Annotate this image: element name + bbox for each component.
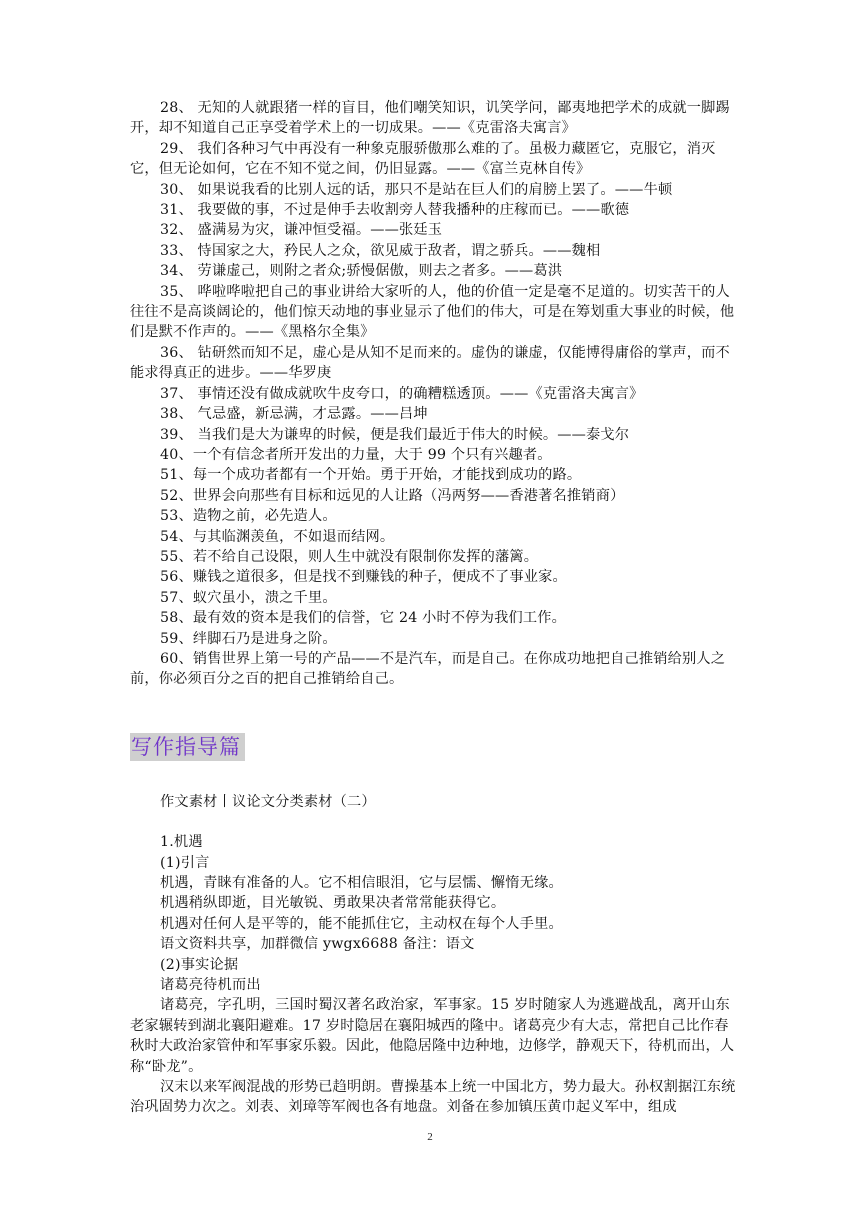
quote-56: 56、赚钱之道很多，但是找不到赚钱的种子，便成不了事业家。 bbox=[160, 569, 567, 586]
subheading-opportunity: 1.机遇 bbox=[160, 834, 203, 851]
quote-51: 51、每一个成功者都有一个开始。勇于开始，才能找到成功的路。 bbox=[160, 467, 582, 484]
section-heading-wrapper bbox=[130, 733, 736, 766]
quote-28: 28、 无知的人就跟猪一样的盲目，他们嘲笑知识，讥笑学问，鄙夷地把学术的成就一脚踢开，却不知道自己正享受着学术上的一切成果。——《克雷洛夫寓言》 bbox=[130, 100, 730, 137]
quote-54: 54、与其临渊羡鱼，不如退而结网。 bbox=[160, 528, 395, 545]
subheading-facts: (2)事实论据 bbox=[160, 956, 239, 973]
quote-39: 39、 当我们是大为谦卑的时候，便是我们最近于伟大的时候。——泰戈尔 bbox=[160, 426, 630, 443]
introduction-line-4: 语文资料共享，加群微信 ywgx6688 备注：语文 bbox=[160, 936, 475, 953]
quote-57: 57、蚁穴虽小，溃之千里。 bbox=[160, 589, 337, 606]
quote-52: 52、世界会向那些有目标和远见的人让路（冯两努——香港著名推销商） bbox=[160, 487, 625, 504]
page-number: 2 bbox=[427, 1131, 433, 1143]
introduction-line-3: 机遇对任何人是平等的，能不能抓住它，主动权在每个人手里。 bbox=[160, 915, 563, 932]
quote-38: 38、 气忌盛，新忌满，才忌露。——吕坤 bbox=[160, 406, 428, 423]
article-paragraph-1: 诸葛亮，字孔明，三国时蜀汉著名政治家，军事家。15 岁时随家人为逃避战乱，离开山东老家辗转到湖北襄阳避难。17 岁时隐居在襄阳城西的隆中。诸葛亮少有大志，常把自己比作春秋时大政治家管仲和军事家乐毅。因此，他隐居隆中边种地，边修学，静观天下，待机而出，人称“卧龙”。 bbox=[130, 997, 735, 1075]
quote-40: 40、一个有信念者所开发出的力量，大于 99 个只有兴趣者。 bbox=[160, 446, 552, 463]
quote-32: 32、 盛满易为灾，谦冲恒受福。——张廷玉 bbox=[160, 222, 443, 239]
quote-55: 55、若不给自己设限，则人生中就没有限制你发挥的藩篱。 bbox=[160, 548, 539, 565]
quote-30: 30、 如果说我看的比别人远的话，那只不是站在巨人们的肩膀上罢了。——牛顿 bbox=[160, 181, 673, 198]
quote-36: 36、 钻研然而知不足，虚心是从知不足而来的。虚伪的谦虚，仅能博得庸俗的掌声，而不能求得真正的进步。——华罗庚 bbox=[130, 344, 730, 382]
title-spacer bbox=[130, 812, 736, 832]
document-content bbox=[130, 98, 736, 1118]
quote-53: 53、造物之前，必先造人。 bbox=[160, 508, 337, 525]
quote-29: 29、 我们各种习气中再没有一种象克服骄傲那么难的了。虽极力藏匿它，克服它，消灭它，但无论如何，它在不知不觉之间，仍旧显露。——《富兰克林自传》 bbox=[130, 140, 716, 178]
section-heading: 写作指导篇 bbox=[130, 733, 245, 761]
quote-59: 59、绊脚石乃是进身之阶。 bbox=[160, 630, 337, 647]
quote-60: 60、销售世界上第一号的产品——不是汽车，而是自己。在你成功地把自己推销给别人之前，你必须百分之百的把自己推销给自己。 bbox=[130, 650, 726, 688]
quote-58: 58、最有效的资本是我们的信誉，它 24 小时不停为我们工作。 bbox=[160, 610, 567, 627]
quote-35: 35、 哗啦哗啦把自己的事业讲给大家听的人，他的价值一定是毫不足道的。切实苦干的人往往不是高谈阔论的，他们惊天动地的事业显示了他们的伟大，可是在筹划重大事业的时候，他们是默不作声的。——《黑格尔全集》 bbox=[130, 283, 735, 341]
quote-34: 34、 劳谦虚己，则附之者众;骄慢倨傲，则去之者多。——葛洪 bbox=[160, 263, 563, 280]
article-title: 作文素材丨议论文分类素材（二） bbox=[160, 793, 376, 810]
article-paragraph-2: 汉末以来军阀混战的形势已趋明朗。曹操基本上统一中国北方，势力最大。孙权割据江东统治巩固势力次之。刘表、刘璋等军阀也各有地盘。刘备在参加镇压黄巾起义军中，组成 bbox=[130, 1079, 736, 1116]
introduction-line-1: 机遇，青睐有准备的人。它不相信眼泪，它与层懦、懈惰无缘。 bbox=[160, 875, 563, 891]
quote-33: 33、 恃国家之大，矜民人之众，欲见威于敌者，谓之骄兵。——魏相 bbox=[160, 242, 601, 259]
subheading-introduction: (1)引言 bbox=[160, 854, 210, 871]
heading-spacer bbox=[130, 766, 736, 792]
quote-31: 31、 我要做的事，不过是伸手去收割旁人替我播种的庄稼而已。——歌德 bbox=[160, 202, 630, 219]
quote-37: 37、 事情还没有做成就吹牛皮夸口，的确糟糕透顶。——《克雷洛夫寓言》 bbox=[160, 385, 644, 402]
introduction-line-2: 机遇稍纵即逝，目光敏锐、勇敢果决者常常能获得它。 bbox=[160, 895, 506, 912]
subheading-zhuge-liang: 诸葛亮待机而出 bbox=[160, 977, 261, 994]
